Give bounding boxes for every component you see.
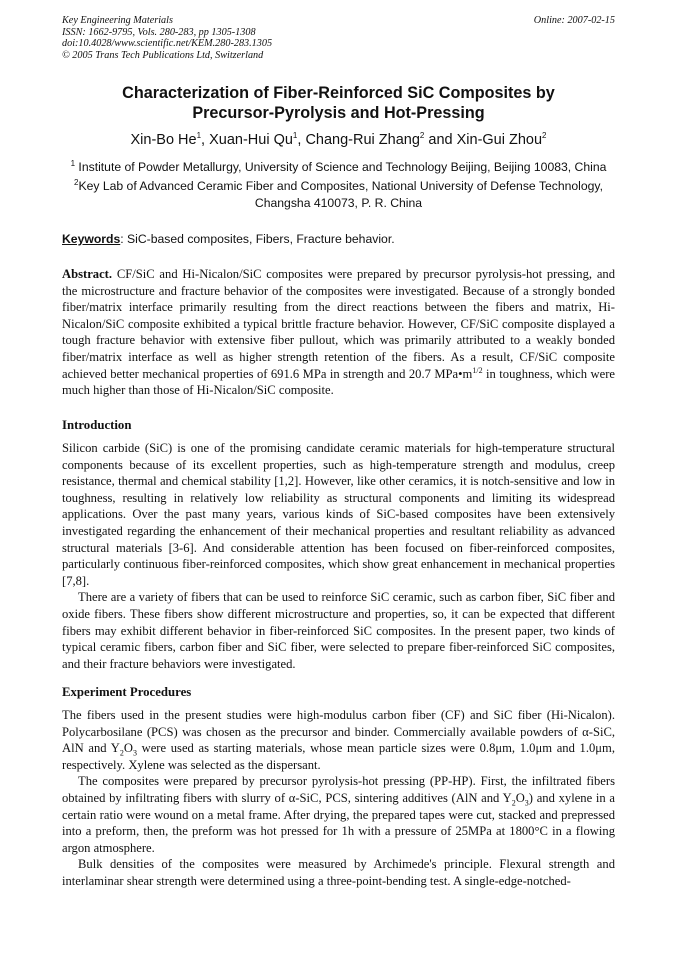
abstract-text-end: in toughness, which were much higher than those of Hi-Nicalon/SiC composite. (62, 366, 615, 398)
intro-paragraph-2: There are a variety of fibers that can be used to reinforce SiC ceramic, such as carbon fiber, SiC fiber and oxide fibers. These fibers show different microstructure and properties, so, it can be expected that different fibers may exhibit different behavior in fiber-reinforced SiC composites. In the present paper, two kinds of typical ceramic fibers, carbon fiber and SiC fiber, were selected to prepare fiber-reinforced SiC composites, and their fracture behaviors were investigated. (62, 590, 615, 671)
abstract-text: CF/SiC and Hi-Nicalon/SiC composites were prepared by precursor pyrolysis-hot pressing, and the microstructure and fracture behavior of the composites were investigated. Because of a strongly bonded fiber/matrix interface primarily resulting from the direct reactions between the fibers and matrix, Hi-Nicalon/SiC composite exhibited a typical brittle fracture behavior. However, CF/SiC composite displayed a tough fracture behavior with extensive fiber pullout, which was primarily attributed to a weakly bonded fiber/matrix interface as well as higher strength retention of the fibers. As a result, CF/SiC composite achieved better mechanical properties of 691.6 MPa in strength and 20.7 MPa•m (62, 267, 615, 381)
affiliation-text-line-2: Changsha 410073, P. R. China (254, 196, 423, 210)
exp-text: The composites were prepared by precursor pyrolysis-hot pressing (PP-HP). First, the infiltrated fibers obtained by infiltrating fibers with slurry of α-SiC, PCS, sintering additives (AlN and Y (62, 774, 615, 805)
keywords-label: Keywords (62, 232, 121, 246)
journal-copyright: © 2005 Trans Tech Publications Ltd, Switzerland (62, 49, 264, 61)
abstract (62, 266, 615, 399)
intro-paragraph-1: Silicon carbide (SiC) is one of the promising candidate ceramic materials for high-temperature structural components because of its excellent properties, such as high-temperature strength and modulus, creep resistance, thermal and chemical stability [1,2]. However, like other ceramics, it is notch-sensitive and low in toughness, resulting in relatively low reliability as structural components and limiting its widespread applications. Over the past many years, various kinds of SiC-based composites have been extensively investigated regarding the enhancement of their mechanical properties and resultant reliability as advanced structural materials [3-6]. And considerable attention has been focused on fiber-reinforced composites, particularly continuous fiber-reinforced composites, which show great enhancement in mechanical properties [7,8]. (62, 441, 615, 588)
experiment-section (62, 707, 615, 890)
online-date: Online: 2007-02-15 (533, 15, 615, 26)
title-line-1: Characterization of Fiber-Reinforced SiC Composites by (122, 84, 555, 102)
author-separator: , (297, 132, 306, 148)
affiliation-text: Institute of Powder Metallurgy, University of Science and Technology Beijing, Beijing 10083, China (75, 160, 607, 174)
exp-paragraph-1 (62, 707, 615, 773)
subscript: 3 (132, 748, 137, 758)
keywords-colon: : (120, 232, 124, 246)
subscript: 2 (511, 798, 516, 808)
affiliation-1 (62, 159, 615, 176)
author-name: Xin-Gui Zhou (456, 132, 543, 148)
affiliation-text: Key Lab of Advanced Ceramic Fiber and Composites, National University of Defense Technology, (78, 179, 603, 193)
author-separator: , (201, 132, 210, 148)
affiliation-mark: 2 (73, 177, 79, 187)
affiliation-2 (62, 178, 615, 212)
abstract-label: Abstract. (62, 267, 113, 281)
abstract-superscript: 1/2 (472, 365, 483, 375)
journal-doi: doi:10.4028/www.scientific.net/KEM.280-283.1305 (62, 38, 273, 49)
exp-text: O (123, 741, 133, 756)
experiment-heading: Experiment Procedures (62, 685, 192, 699)
author-affil-mark: 1 (292, 131, 298, 141)
exp-text: were used as starting materials, whose mean particle sizes were 0.8μm, 1.0μm and 1.0μm, respectively. Xylene was selected as the dispersant. (62, 741, 615, 772)
keywords-line (62, 231, 615, 248)
author-list (62, 131, 615, 149)
paper-title (62, 83, 615, 123)
author-affil-mark: 1 (196, 131, 202, 141)
subscript: 3 (524, 798, 529, 808)
exp-text: O (515, 790, 525, 805)
introduction-section (62, 440, 615, 672)
journal-issn: ISSN: 1662-9795, Vols. 280-283, pp 1305-1308 (62, 26, 256, 38)
journal-name: Key Engineering Materials (62, 15, 173, 26)
subscript: 2 (119, 748, 124, 758)
author-name: Xuan-Hui Qu (209, 132, 293, 148)
journal-header (62, 15, 615, 61)
keywords-text: SiC-based composites, Fibers, Fracture behavior. (123, 232, 395, 246)
exp-text: ) and xylene in a certain ratio were wound on a metal frame. After drying, the prepared tapes were cut, stacked and prepressed into a preform, then, the preform was hot pressed for 1h with a pressure of 25MPa at 1800°C in a flowing argon atmosphere. (62, 790, 615, 855)
exp-paragraph-2 (62, 773, 615, 856)
author-name: Chang-Rui Zhang (305, 132, 420, 148)
affiliation-mark: 1 (70, 158, 76, 168)
exp-text: The fibers used in the present studies were high-modulus carbon fiber (CF) and SiC fiber (Hi-Nicalon). Polycarbosilane (PCS) was chosen as the precursor and binder. Commercially available powders of α-SiC, AlN and Y (62, 708, 615, 756)
title-line-2: Precursor-Pyrolysis and Hot-Pressing (192, 104, 485, 122)
author-affil-mark: 2 (419, 131, 425, 141)
introduction-heading: Introduction (62, 418, 132, 432)
author-affil-mark: 2 (542, 131, 547, 141)
author-name: Xin-Bo He (130, 132, 197, 148)
author-conjunction: and (424, 132, 457, 148)
exp-paragraph-3: Bulk densities of the composites were measured by Archimede's principle. Flexural strength and interlaminar shear strength were determined using a three-point-bending test. A single-edge-notched- (62, 857, 615, 888)
